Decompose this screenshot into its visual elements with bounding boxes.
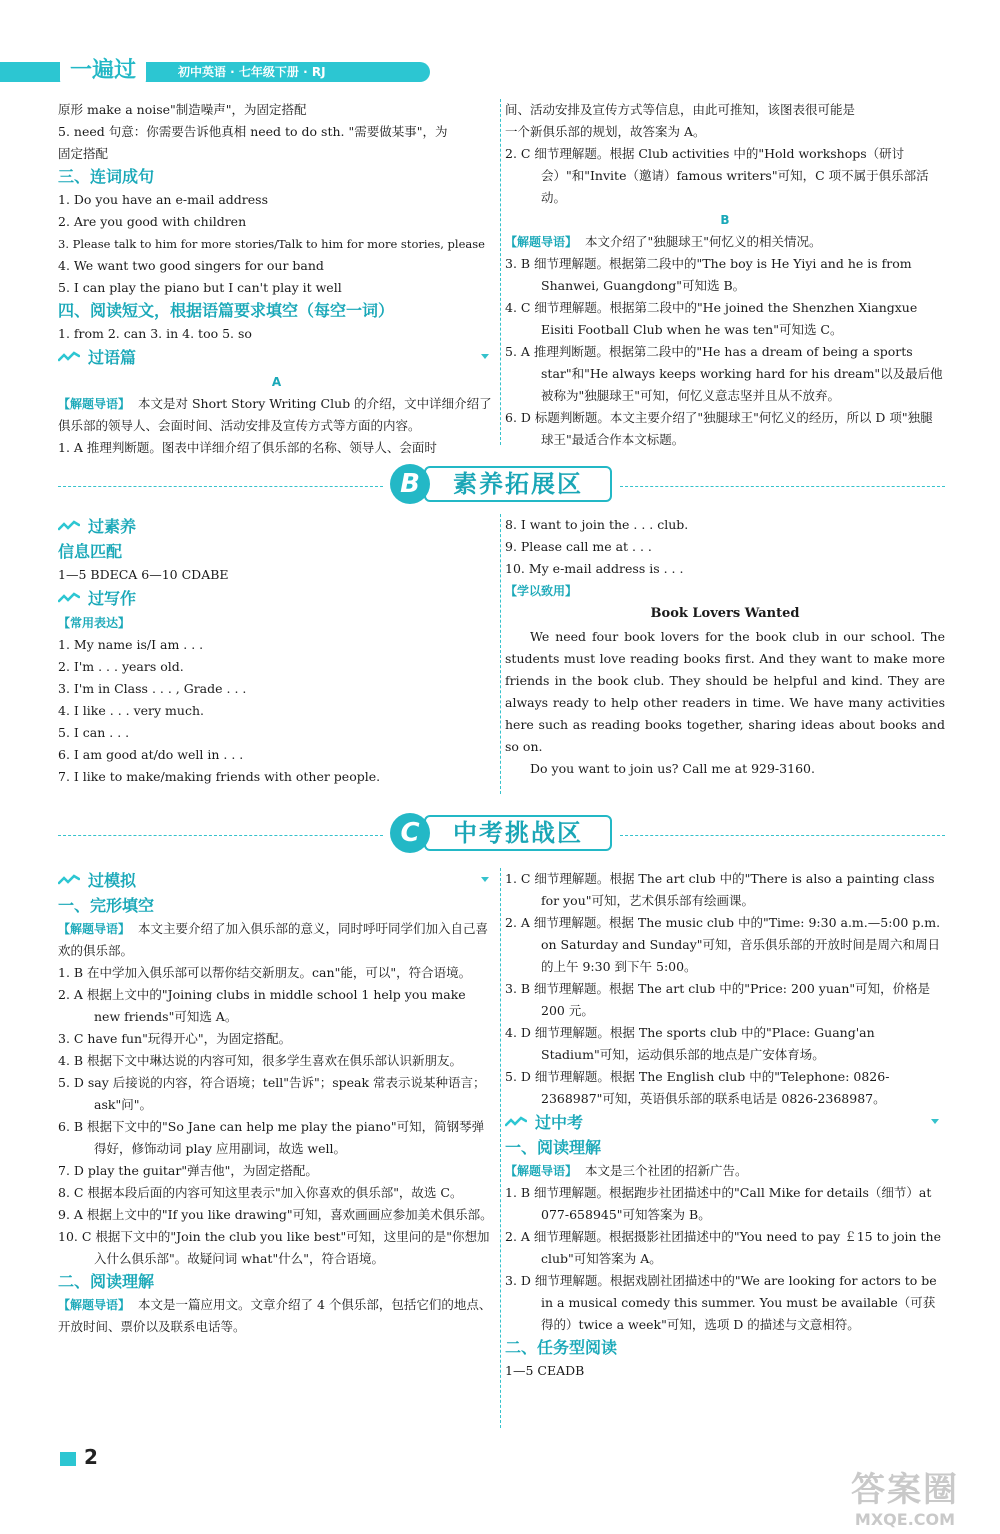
- sentence-item: 4. We want two good singers for our band: [58, 258, 324, 273]
- text-line: 间、活动安排及宣传方式等信息，由此可推知，该图表很可能是: [505, 102, 856, 117]
- answer-item: 6. D 标题判断题。本文主要介绍了"独腿球王"何忆义的经历，所以 D 项"独腿球王"最适合作本文标题。: [505, 410, 933, 447]
- triangle-icon: [481, 354, 489, 359]
- section-heading: 二、任务型阅读: [505, 1338, 618, 1357]
- expression-item: 3. I'm in Class . . . , Grade . . .: [58, 681, 247, 696]
- expr-tag: 【常用表达】: [58, 616, 131, 630]
- bottom-right-column: [505, 868, 945, 1382]
- essay-title: Book Lovers Wanted: [650, 606, 800, 621]
- column-divider: [500, 868, 501, 1428]
- essay-paragraph: We need four book lovers for the book club in our school. The students must love reading books first. And they want to make more friends in the book club. They should be helpful and kind. They are always ready to help other readers in time. We have many activities here such as reading books together, sharing ideas about books and so on.: [505, 629, 945, 754]
- answer-item: 1. C 细节理解题。根据 The art club 中的"There is also a painting class for you"可知，艺术俱乐部有绘画课。: [505, 871, 935, 908]
- answer-item: 3. D 细节理解题。根据戏剧社团描述中的"We are looking for actors to be in a musical comedy this summer. You must be available（可获得的）twice a week"可知，选项 D 的描述与文意相符。: [505, 1273, 937, 1332]
- guide-text: 本文是一篇应用文。文章介绍了 4 个俱乐部，包括它们的地点、开放时间、票价以及联系电话等。: [58, 1297, 492, 1334]
- answer-item: 3. B 细节理解题。根据 The art club 中的"Price: 200 yuan"可知，价格是 200 元。: [505, 981, 931, 1018]
- expression-item: 1. My name is/I am . . .: [58, 637, 204, 652]
- pass-title: 过模拟: [88, 871, 137, 890]
- guide-tag: 【解题导语】: [58, 922, 131, 936]
- wave-icon: [58, 520, 80, 532]
- expression-item: 4. I like . . . very much.: [58, 703, 204, 718]
- top-left-column: [58, 99, 495, 459]
- guide-paragraph: [58, 1294, 495, 1338]
- banner-line: [58, 486, 383, 487]
- sentence-item: 3. Please talk to him for more stories/Talk to him for more stories, please: [58, 237, 485, 251]
- section-heading: 信息匹配: [58, 542, 123, 561]
- text-line: 原形 make a noise"制造噪声"，为固定搭配: [58, 102, 307, 117]
- banner-line: [620, 835, 945, 836]
- fill-answers: 1. from 2. can 3. in 4. too 5. so: [58, 326, 252, 341]
- banner-line: [620, 486, 945, 487]
- answer-item: 5. A 推理判断题。根据第二段中的"He has a dream of being a sports star"和"He always keeps working hard for his dream"以及最后他被称为"独腿球王"可知，何忆义意志坚并且从不放弃。: [505, 344, 943, 403]
- banner-line: [58, 835, 383, 836]
- section-heading: 三、连词成句: [58, 167, 155, 186]
- text-line: 固定搭配: [58, 146, 109, 161]
- guide-paragraph: [505, 1160, 945, 1182]
- guide-text: 本文主要介绍了加入俱乐部的意义，同时呼吁同学们加入自己喜欢的俱乐部。: [58, 921, 489, 958]
- pass-heading: [58, 345, 495, 371]
- guide-text: 本文介绍了"独腿球王"何忆义的相关情况。: [585, 234, 822, 249]
- section-heading: 一、完形填空: [58, 896, 155, 915]
- sentence-item: 2. Are you good with children: [58, 214, 247, 229]
- guide-tag: 【解题导语】: [58, 1298, 131, 1312]
- answer-item: 9. A 根据上文中的"If you like drawing"可知，喜欢画画应参加美术俱乐部。: [58, 1207, 493, 1222]
- wave-icon: [58, 351, 80, 363]
- pass-heading: [58, 586, 495, 612]
- answer-item: 1. B 在中学加入俱乐部可以帮你结交新朋友。can"能，可以"，符合语境。: [58, 965, 472, 980]
- zone-title: 中考挑战区: [424, 815, 612, 851]
- match-answers: 1—5 BDECA 6—10 CDABE: [58, 567, 229, 582]
- watermark-url: MXQE.COM: [854, 1510, 956, 1529]
- answer-item: 3. B 细节理解题。根据第二段中的"The boy is He Yiyi and he is from Shanwei, Guangdong"可知选 B。: [505, 256, 912, 293]
- answer-item: 1. B 细节理解题。根据跑步社团描述中的"Call Mike for details（细节）at 077-658945"可知答案为 B。: [505, 1185, 932, 1222]
- answer-item: 4. C 细节理解题。根据第二段中的"He joined the Shenzhen Xiangxue Eisiti Football Club when he was ten"可知选 C。: [505, 300, 918, 337]
- answer-item: 1. A 推理判断题。图表中详细介绍了俱乐部的名称、领导人、会面时: [58, 440, 437, 455]
- apply-tag: 【学以致用】: [505, 584, 578, 598]
- mid-right-column: [505, 514, 945, 780]
- expression-item: 9. Please call me at . . .: [505, 539, 652, 554]
- section-heading: 一、阅读理解: [505, 1138, 602, 1157]
- passage-label: A: [271, 375, 282, 389]
- text-line: 一个新俱乐部的规划，故答案为 A。: [505, 124, 706, 139]
- guide-tag: 【解题导语】: [505, 235, 578, 249]
- pass-title: 过写作: [88, 589, 137, 608]
- answer-item: 4. D 细节理解题。根据 The sports club 中的"Place: Guang'an Stadium"可知，运动俱乐部的地点是广安体育场。: [505, 1025, 875, 1062]
- answer-item: 2. A 根据上文中的"Joining clubs in middle school 1 help you make new friends"可知选 A。: [58, 987, 466, 1024]
- sentence-item: 1. Do you have an e-mail address: [58, 192, 268, 207]
- answer-item: 10. C 根据下文中的"Join the club you like best"可知，这里问的是"你想加入什么俱乐部"。故疑问词 what"什么"，符合语境。: [58, 1229, 490, 1266]
- guide-paragraph: [58, 393, 495, 437]
- pass-heading: [505, 1110, 945, 1136]
- watermark: [820, 1470, 990, 1530]
- guide-text: 本文是三个社团的招新广告。: [585, 1163, 748, 1178]
- guide-text: 本文是对 Short Story Writing Club 的介绍，文中详细介绍了俱乐部的领导人、会面时间、活动安排及宣传方式等方面的内容。: [58, 396, 492, 433]
- page-marker: [60, 1452, 76, 1466]
- wave-icon: [505, 1116, 527, 1128]
- answer-item: 5. D 细节理解题。根据 The English club 中的"Telephone: 0826-2368987"可知，英语俱乐部的联系电话是 0826-2368987。: [505, 1069, 890, 1106]
- expression-item: 2. I'm . . . years old.: [58, 659, 184, 674]
- triangle-icon: [481, 877, 489, 882]
- watermark-text: 答案圈: [851, 1470, 959, 1510]
- expression-item: 10. My e-mail address is . . .: [505, 561, 684, 576]
- task-answers: 1—5 CEADB: [505, 1363, 585, 1378]
- answer-item: 2. A 细节理解题。根据 The music club 中的"Time: 9:30 a.m.—5:00 p.m. on Saturday and Sunday"可知，音乐俱乐部的开放时间是周六和周日的上午 9:30 到下午 5:00。: [505, 915, 941, 974]
- page-number-text: 2: [84, 1445, 98, 1469]
- header-subtitle: 初中英语 · 七年级下册 · RJ: [178, 65, 326, 79]
- bottom-left-column: [58, 868, 495, 1338]
- sentence-item: 5. I can play the piano but I can't play it well: [58, 280, 342, 295]
- brand-logo: 一遍过: [60, 56, 146, 86]
- section-heading: 二、阅读理解: [58, 1272, 155, 1291]
- guide-paragraph: [58, 918, 495, 962]
- passage-label: B: [720, 213, 730, 227]
- answer-item: 8. C 根据本段后面的内容可知这里表示"加入你喜欢的俱乐部"，故选 C。: [58, 1185, 463, 1200]
- zone-title: 素养拓展区: [424, 466, 612, 502]
- answer-item: 7. D play the guitar"弹吉他"，为固定搭配。: [58, 1163, 318, 1178]
- triangle-icon: [931, 1119, 939, 1124]
- wave-icon: [58, 592, 80, 604]
- answer-item: 2. A 细节理解题。根据摄影社团描述中的"You need to pay ￡15 to join the club"可知答案为 A。: [505, 1229, 941, 1266]
- essay-paragraph: Do you want to join us? Call me at 929-3160.: [530, 761, 815, 776]
- answer-item: 5. D say 后接说的内容，符合语境；tell"告诉"；speak 常表示说某种语言；ask"问"。: [58, 1075, 486, 1112]
- expression-item: 7. I like to make/making friends with other people.: [58, 769, 381, 784]
- answer-item: 4. B 根据下文中琳达说的内容可知，很多学生喜欢在俱乐部认识新朋友。: [58, 1053, 463, 1068]
- zone-c-banner: [390, 811, 612, 855]
- pass-heading: [58, 868, 495, 894]
- guide-tag: 【解题导语】: [505, 1164, 578, 1178]
- guide-tag: 【解题导语】: [58, 397, 131, 411]
- answer-item: 2. C 细节理解题。根据 Club activities 中的"Hold workshops（研讨会）"和"Invite（邀请）famous writers"可知，C 项不属于俱乐部活动。: [505, 146, 929, 205]
- guide-paragraph: [505, 231, 945, 253]
- answer-item: 3. C have fun"玩得开心"，为固定搭配。: [58, 1031, 292, 1046]
- pass-title: 过语篇: [88, 348, 137, 367]
- column-divider: [500, 99, 501, 445]
- top-right-column: [505, 99, 945, 451]
- pass-title: 过中考: [535, 1113, 584, 1132]
- page-header: [0, 56, 430, 86]
- wave-icon: [58, 874, 80, 886]
- page-number: [60, 1445, 98, 1469]
- text-line: 5. need 句意：你需要告诉他真相 need to do sth. "需要做某事"，为: [58, 124, 448, 139]
- zone-badge: B: [390, 464, 430, 504]
- expression-item: 6. I am good at/do well in . . .: [58, 747, 244, 762]
- mid-left-column: [58, 514, 495, 788]
- pass-title: 过素养: [88, 517, 137, 536]
- pass-heading: [58, 514, 495, 540]
- column-divider: [500, 514, 501, 794]
- section-heading: 四、阅读短文，根据语篇要求填空（每空一词）: [58, 301, 395, 320]
- zone-b-banner: [390, 462, 612, 506]
- zone-badge: C: [390, 813, 430, 853]
- answer-item: 6. B 根据下文中的"So Jane can help me play the piano"可知，简钢琴弹得好，修饰动词 play 应用副词，故选 well。: [58, 1119, 485, 1156]
- expression-item: 5. I can . . .: [58, 725, 130, 740]
- expression-item: 8. I want to join the . . . club.: [505, 517, 689, 532]
